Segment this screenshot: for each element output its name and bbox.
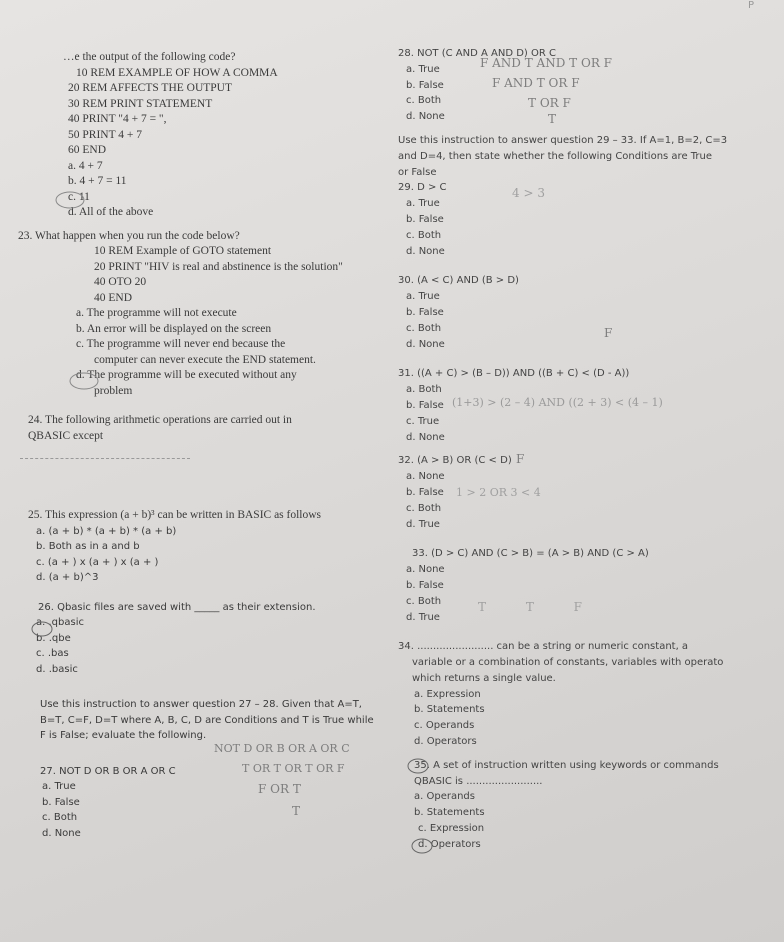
q29-option-b: b. False <box>406 213 444 225</box>
q22-code-4: 40 PRINT "4 + 7 = ", <box>68 113 167 125</box>
q31-stem: 31. ((A + C) > (B – D)) AND ((B + C) < (D - A)) <box>398 368 630 380</box>
q33-option-b: b. False <box>406 579 444 591</box>
q30-option-d: d. None <box>406 338 445 350</box>
q29-stem: 29. D > C <box>398 182 447 194</box>
q23-option-c-cont: computer can never execute the END statement. <box>94 353 316 366</box>
q30-option-a: a. True <box>406 291 440 303</box>
q35-option-c: c. Expression <box>418 823 485 835</box>
q22-option-a: a. 4 + 7 <box>68 159 103 172</box>
q31-option-b: b. False <box>406 399 444 411</box>
q32-option-c: c. Both <box>406 502 442 514</box>
q34-stem-1: 34. ........................ can be a string or numeric constant, a <box>398 641 689 653</box>
q30-stem: 30. (A < C) AND (B > D) <box>398 275 519 287</box>
q23-code-2: 20 PRINT "HIV is real and abstinence is the solution" <box>94 260 343 273</box>
instruction-27-28-line2: B=T, C=F, D=T where A, B, C, D are Conditions and T is True while <box>40 714 374 726</box>
q23-option-c: c. The programme will never end because the <box>76 338 286 350</box>
q23-code-1: 10 REM Example of GOTO statement <box>94 245 272 257</box>
handwriting-q28-a: F AND T AND T OR F <box>480 56 612 70</box>
q33-option-a: a. None <box>406 564 445 576</box>
q33-option-c: c. Both <box>406 595 442 607</box>
instruction-29-33-line2: and D=4, then state whether the following Conditions are True <box>398 150 713 162</box>
q30-option-c: c. Both <box>406 322 442 334</box>
q35-option-b: b. Statements <box>414 807 485 819</box>
q28-option-b: b. False <box>406 79 444 91</box>
q34-stem-2: variable or a combination of constants, variables with operato <box>412 657 724 669</box>
q35-option-d: d. Operators <box>418 838 481 850</box>
q22-code-3: 30 REM PRINT STATEMENT <box>68 97 213 110</box>
q22-code-2: 20 REM AFFECTS THE OUTPUT <box>68 82 233 94</box>
q34-option-c: c. Operands <box>414 720 475 732</box>
instruction-29-33-line1: Use this instruction to answer question 29 – 33. If A=1, B=2, C=3 <box>398 134 728 146</box>
q32-option-d: d. True <box>406 518 440 530</box>
q23-stem: 23. What happen when you run the code below? <box>18 229 240 242</box>
q32-option-a: a. None <box>406 471 445 483</box>
q34-option-d: d. Operators <box>414 736 477 748</box>
corner-mark: P <box>747 0 754 11</box>
handwriting-q31: (1+3) > (2 – 4) AND ((2 + 3) < (4 – 1) <box>452 396 663 409</box>
q29-option-a: a. True <box>406 198 440 210</box>
q26-option-b: b. .qbe <box>36 632 71 644</box>
q24-stem-2: QBASIC except <box>28 429 104 442</box>
q28-stem: 28. NOT (C AND A AND D) OR C <box>398 48 556 59</box>
q26-stem: 26. Qbasic files are saved with _____ as their extension. <box>38 601 316 613</box>
q26-option-a: a. .qbasic <box>36 617 84 628</box>
instruction-27-28-line1: Use this instruction to answer question 27 – 28. Given that A=T, <box>40 699 362 710</box>
q25-option-a: a. (a + b) * (a + b) * (a + b) <box>36 525 177 537</box>
handwriting-q27-d: T <box>292 804 301 818</box>
q25-option-c: c. (a + ) x (a + ) x (a + ) <box>36 556 159 568</box>
q24-stem-1: 24. The following arithmetic operations are carried out in <box>28 414 292 426</box>
q23-code-3: 40 OTO 20 <box>94 276 147 288</box>
left-column <box>18 50 393 841</box>
q22-code-1: 10 REM EXAMPLE OF HOW A COMMA <box>76 66 278 79</box>
q33-stem: 33. (D > C) AND (C > B) = (A > B) AND (C > A) <box>412 548 649 560</box>
q33-option-d: d. True <box>406 611 440 623</box>
instruction-29-33-line3: or False <box>398 166 437 178</box>
right-column <box>398 46 778 853</box>
q25-option-d: d. (a + b)^3 <box>36 572 99 583</box>
q22-option-c: c. 11 <box>68 190 90 203</box>
q31-option-d: d. None <box>406 431 445 443</box>
q30-option-b: b. False <box>406 306 444 318</box>
q22-intro: …e the output of the following code? <box>63 51 236 63</box>
q28-option-d: d. None <box>406 111 445 123</box>
handwriting-q28-b: F AND T OR F <box>492 76 580 90</box>
q35-stem-2: QBASIC is ........................ <box>414 775 543 787</box>
q31-option-a: a. Both <box>406 384 442 396</box>
q35-option-a: a. Operands <box>414 791 475 803</box>
q27-option-c: c. Both <box>42 812 78 823</box>
q32-stem: 32. (A > B) OR (C < D) <box>398 455 512 467</box>
handwriting-q27-a: NOT D OR B OR A OR C <box>214 742 350 755</box>
handwriting-q32-f: F <box>516 452 525 466</box>
q28-option-a: a. True <box>406 63 440 75</box>
handwriting-q32: 1 > 2 OR 3 < 4 <box>456 486 541 499</box>
instruction-27-28-line3: F is False; evaluate the following. <box>40 730 207 741</box>
q35-stem-1: 35. A set of instruction written using keywords or commands <box>414 759 719 771</box>
q27-stem: 27. NOT D OR B OR A OR C <box>40 765 176 777</box>
q29-option-c: c. Both <box>406 229 442 241</box>
handwriting-q28-d: T <box>548 112 557 126</box>
q23-option-a: a. The programme will not execute <box>76 307 237 319</box>
handwriting-q27-b: T OR T OR T OR F <box>242 762 345 775</box>
handwriting-q33: T T F <box>478 600 600 614</box>
q34-option-b: b. Statements <box>414 704 485 716</box>
handwriting-q29: 4 > 3 <box>512 186 545 200</box>
q27-option-d: d. None <box>42 827 81 839</box>
q29-option-d: d. None <box>406 245 445 257</box>
q23-option-d-cont: problem <box>94 384 133 397</box>
q25-option-b: b. Both as in a and b <box>36 541 140 552</box>
q22-option-d: d. All of the above <box>68 206 154 218</box>
q23-code-4: 40 END <box>94 291 133 304</box>
q26-option-d: d. .basic <box>36 663 78 675</box>
q27-option-a: a. True <box>42 781 76 792</box>
q31-option-c: c. True <box>406 415 440 427</box>
q22-code-5: 50 PRINT 4 + 7 <box>68 128 143 141</box>
q23-option-b: b. An error will be displayed on the screen <box>76 322 272 335</box>
q32-option-b: b. False <box>406 486 444 498</box>
q22-code-6: 60 END <box>68 144 107 156</box>
q27-option-b: b. False <box>42 796 80 808</box>
q26-option-c: c. .bas <box>36 648 69 659</box>
q22-option-b: b. 4 + 7 = 11 <box>68 175 127 187</box>
q25-stem: 25. This expression (a + b)³ can be written in BASIC as follows <box>28 509 322 521</box>
q34-stem-3: which returns a single value. <box>412 672 556 684</box>
q23-option-d: d. The programme will be executed without any <box>76 369 297 381</box>
q28-option-c: c. Both <box>406 95 442 107</box>
handwriting-q28-c: T OR F <box>528 96 571 110</box>
dashed-divider <box>20 458 190 459</box>
handwriting-q27-c: F OR T <box>258 782 301 796</box>
q34-option-a: a. Expression <box>414 688 481 700</box>
handwriting-q30: F <box>604 326 613 340</box>
